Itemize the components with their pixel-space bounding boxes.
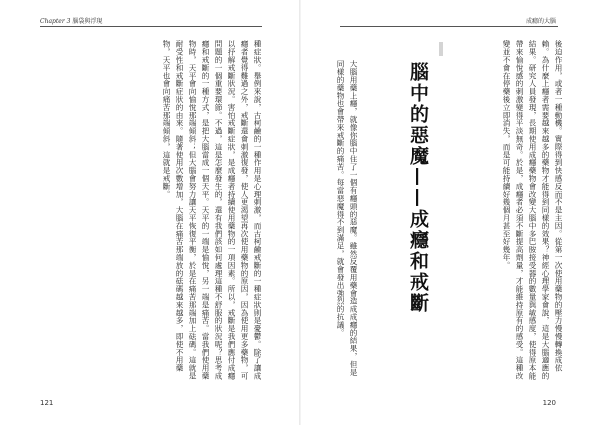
section-title-marker: [439, 42, 443, 56]
chapter-label: Chapter 3: [40, 18, 71, 25]
section-title: 腦中的惡魔——成癮和戒斷: [407, 62, 429, 314]
right-running-header: 成癮的大腦: [525, 18, 556, 25]
left-page-number: 121: [40, 399, 54, 407]
right-page-body-bottom: 大腦用藥上癮，就像你腦中住了一個有癮頭的惡魔。雖然反覆用藥會造成成癮的結果，但是同樣的藥物也會帶來戒斷的痛苦。每當惡魔得不到滿足，就會發出強烈的抗議。: [336, 60, 358, 376]
left-running-header: [40, 16, 102, 25]
right-page-body-top: 後迫作用，或者一種動機。實際得到快感反而不是主因。從第一次使用藥物的壓力慢慢轉換成依賴。為什麼上癮者需要越來越多的藥物才能得到同樣的效果？神經心理學家會說，這是大腦適應的結果。研究人員發現，長期使用成癮藥物會改變大腦中多巴胺接受器的數量與敏感度，使得原本能帶來愉悅感的刺激變得平淡無奇。於是，成癮者必須不斷提高劑量，才能維持原有的感受。這種改變並不會在停藥後立即消失，而是可能持續好幾個月甚至好幾年。: [502, 40, 563, 380]
left-header-rule: [40, 26, 262, 27]
right-page-number: 120: [542, 399, 556, 407]
chapter-title: 腦袋與浮現: [72, 18, 103, 25]
right-header-rule: [340, 26, 558, 27]
left-page-body: 種症狀。舉例來說，古柯鹼的一種作用是心理刺激，而古柯鹼戒斷的一種症狀則是憂鬱。除了讓成癮者覺得難過之外，戒斷還會刺激復發，使人更渴望再次使用藥物的原因，因為使用更多藥物，可以抒解戒斷狀況。害怕戒斷症狀，是成癮者持續使用藥物的一項因素。所以，戒斷是我們應付成癮問題的一個重要環節。不過，這是怎麼發生的，還有我們該如何處理這種不舒服的狀況呢？思考成癮和戒斷的一種方式，是把大腦當成一個天平。天平的一端是愉悅，另一端是痛苦。當我們使用藥物時，天平會向愉悅那端傾斜；但大腦會努力讓天平恢復平衡，於是在痛苦那端加上砝碼。這就是耐受性和戒斷症狀的由來。隨著使用次數增加，大腦在痛苦那端放的砝碼越來越多，即使不用藥物，天平也會向痛苦那端傾斜，這就是戒斷。: [162, 40, 262, 380]
